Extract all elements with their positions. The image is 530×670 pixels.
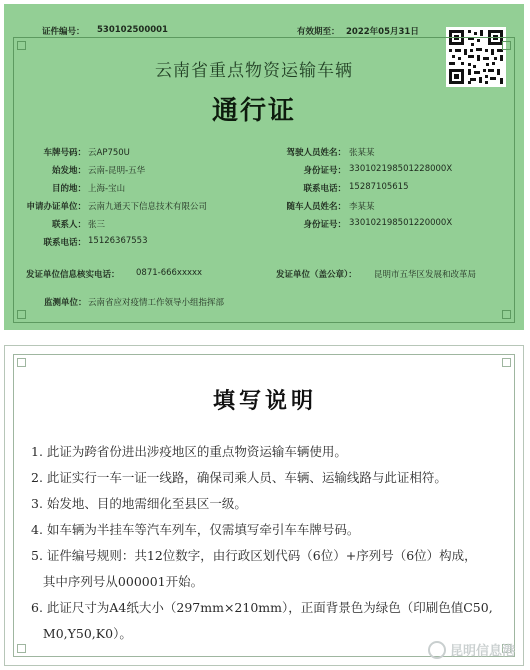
issuer-value: 昆明市五华区发展和改革局 xyxy=(374,270,477,280)
instructions-title: 填写说明 xyxy=(212,388,317,414)
right-field-label: 身份证号： xyxy=(303,166,346,176)
left-field-value: 云南九通天下信息技术有限公司 xyxy=(88,202,208,212)
left-field-value: 上海-宝山 xyxy=(88,184,126,194)
instruction-line: 5. 证件编号规则：共12位数字，由行政区划代码（6位）+序列号（6位）构成， xyxy=(31,548,477,563)
issuer-label: 发证单位（盖公章）： xyxy=(276,270,357,280)
left-field-value: 云AP750U xyxy=(88,148,130,158)
left-field-value: 15126367553 xyxy=(88,236,148,246)
right-field-value: 330102198501228000X xyxy=(349,164,453,174)
instruction-line: 2. 此证实行一车一证一线路，确保司乘人员、车辆、运输线路与此证相符。 xyxy=(31,470,447,485)
right-field-value: 15287105615 xyxy=(349,182,409,192)
right-field-label: 身份证号： xyxy=(303,220,346,230)
instruction-line: 4. 如车辆为半挂车等汽车列车，仅需填写牵引车车牌号码。 xyxy=(31,522,360,537)
left-field-label: 申请办证单位： xyxy=(26,202,86,212)
watermark-text: 昆明信息港 xyxy=(449,644,515,659)
left-field-label: 始发地： xyxy=(51,166,86,176)
instruction-line: 3. 始发地、目的地需细化至县区一级。 xyxy=(31,496,247,511)
right-field-value: 330102198501220000X xyxy=(349,218,453,228)
watermark-logo-icon xyxy=(428,641,446,659)
pass-subtitle: 通行证 xyxy=(211,96,296,126)
instructions-card xyxy=(4,345,524,666)
cert-no-label: 证件编号： xyxy=(42,27,85,37)
right-field-label: 驾驶人员姓名： xyxy=(286,148,346,158)
right-field-value: 李某某 xyxy=(349,202,375,212)
left-field-label: 联系电话： xyxy=(43,238,86,248)
instruction-line: 6. 此证尺寸为A4纸大小（297mm×210mm），正面背景色为绿色（印刷色值C50, xyxy=(31,600,493,615)
valid-date: 2022年05月31日 xyxy=(346,27,419,37)
verify-phone-value: 0871-666xxxxx xyxy=(136,268,203,278)
watermark xyxy=(428,640,515,659)
instruction-line: 1. 此证为跨省份进出涉疫地区的重点物资运输车辆使用。 xyxy=(31,444,347,459)
right-field-label: 随车人员姓名： xyxy=(286,202,346,212)
instruction-line: M0,Y50,K0）。 xyxy=(31,626,132,641)
left-field-label: 车牌号码： xyxy=(43,148,86,158)
verify-phone-label: 发证单位信息核实电话： xyxy=(26,270,120,280)
supervisor-label: 监测单位： xyxy=(44,298,87,308)
pass-card xyxy=(4,4,524,330)
valid-label: 有效期至： xyxy=(297,27,340,37)
left-field-value: 张三 xyxy=(88,220,106,230)
cert-no-value: 530102500001 xyxy=(97,25,168,35)
right-field-value: 张某某 xyxy=(349,148,375,158)
right-field-label: 联系电话： xyxy=(303,184,346,194)
instruction-line: 其中序列号从000001开始。 xyxy=(31,574,204,589)
pass-title: 云南省重点物资运输车辆 xyxy=(155,61,353,81)
supervisor-value: 云南省应对疫情工作领导小组指挥部 xyxy=(88,298,225,308)
left-field-value: 云南-昆明-五华 xyxy=(88,166,146,176)
left-field-label: 联系人： xyxy=(51,220,86,230)
left-field-label: 目的地： xyxy=(51,184,86,194)
